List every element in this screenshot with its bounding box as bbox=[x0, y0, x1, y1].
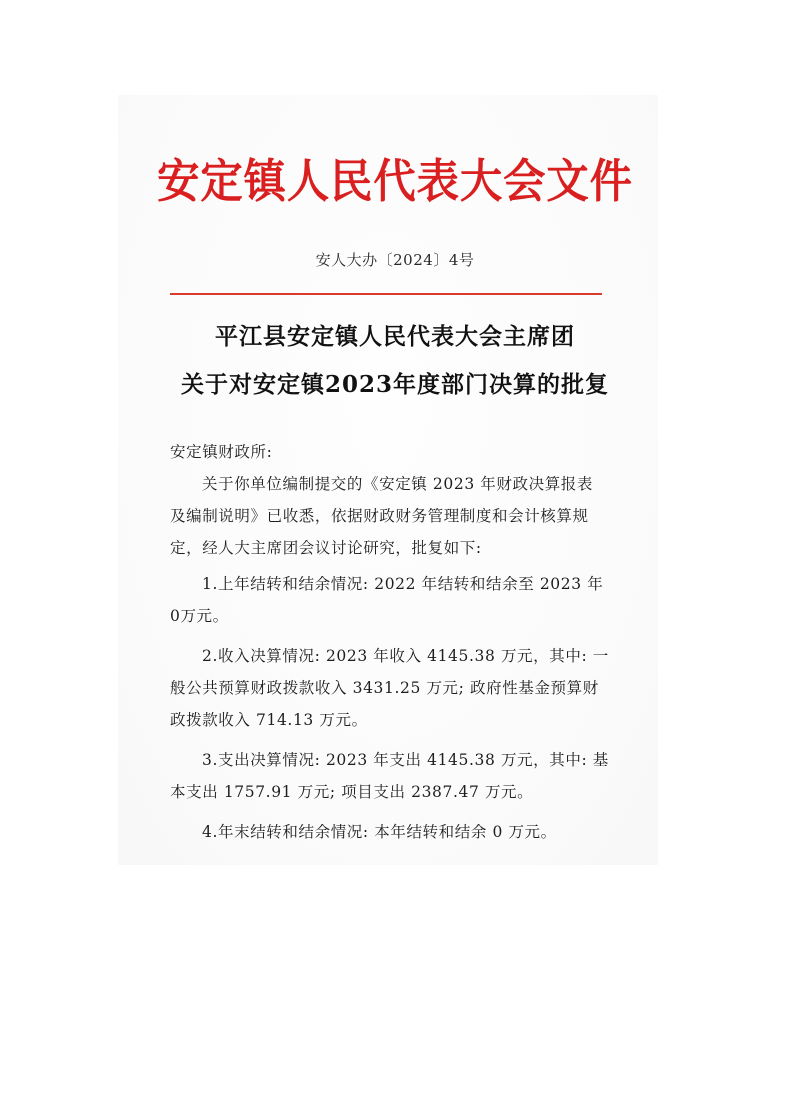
item-2-line-3: 政拨款收入 714.13 万元。 bbox=[170, 711, 368, 729]
item-4-line-1: 4.年末结转和结余情况: 本年结转和结余 0 万元。 bbox=[202, 823, 557, 841]
item-1-line-1: 1.上年结转和结余情况: 2022 年结转和结余至 2023 年 bbox=[202, 575, 604, 593]
item-2-line-2: 般公共预算财政拨款收入 3431.25 万元; 政府性基金预算财 bbox=[170, 679, 599, 697]
salutation: 安定镇财政所: bbox=[170, 443, 273, 461]
intro-line-3: 定，经人大主席团会议讨论研究，批复如下: bbox=[170, 539, 482, 557]
document-body bbox=[170, 436, 610, 848]
intro-line-2: 及编制说明》已收悉，依据财政财务管理制度和会计核算规 bbox=[170, 507, 589, 525]
item-3-line-2: 本支出 1757.91 万元; 项目支出 2387.47 万元。 bbox=[170, 783, 534, 801]
header-title: 安定镇人民代表大会文件 bbox=[157, 154, 633, 208]
document-number: 安人大办〔2024〕4号 bbox=[315, 251, 475, 269]
document-title-line-2: 关于对安定镇2023年度部门决算的批复 bbox=[180, 371, 609, 398]
intro-line-1: 关于你单位编制提交的《安定镇 2023 年财政决算报表 bbox=[202, 475, 594, 493]
item-2-line-1: 2.收入决算情况: 2023 年收入 4145.38 万元，其中: 一 bbox=[202, 647, 609, 665]
item-1-line-2: 0万元。 bbox=[170, 607, 229, 625]
red-divider-rule bbox=[170, 293, 602, 295]
document-title-line-1: 平江县安定镇人民代表大会主席团 bbox=[215, 323, 575, 350]
item-3-line-1: 3.支出决算情况: 2023 年支出 4145.38 万元，其中: 基 bbox=[202, 751, 609, 769]
